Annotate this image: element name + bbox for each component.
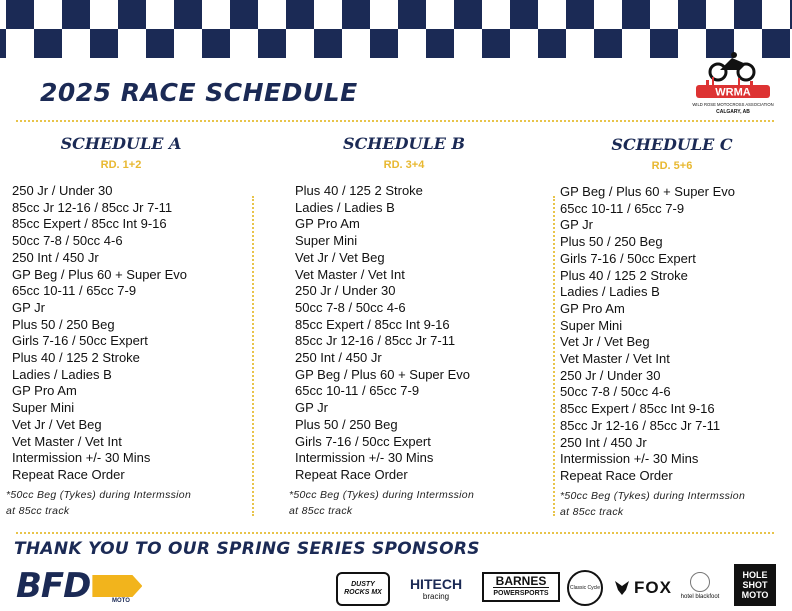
race-item: Repeat Race Order [560, 467, 673, 483]
hitech-wordmark: HITECH [409, 575, 463, 592]
classic-cycle-logo [567, 570, 603, 606]
divider-right [553, 196, 555, 516]
race-item: Girls 7-16 / 50cc Expert [295, 433, 431, 449]
holeshot-text: HOLE SHOT MOTO [741, 570, 769, 600]
race-item: 85cc Jr 12-16 / 85cc Jr 7-11 [12, 199, 173, 215]
checker-square [6, 0, 34, 29]
divider-bottom [16, 532, 774, 534]
checker-square [566, 0, 594, 29]
race-item: Girls 7-16 / 50cc Expert [560, 250, 696, 266]
race-item: Ladies / Ladies B [560, 284, 660, 300]
checker-square [370, 29, 398, 58]
checker-square [146, 29, 174, 58]
note-line: at 85cc track [560, 505, 624, 518]
barnes-powersports-logo [482, 572, 560, 602]
barnes-sub: POWERSPORTS [493, 587, 548, 600]
divider-top [16, 120, 774, 122]
checker-square [0, 29, 6, 58]
schedule-c-race-list [556, 184, 788, 485]
holeshot-moto-logo [734, 564, 776, 606]
logo-city: CALGARY, AB [716, 109, 750, 115]
race-item: GP Pro Am [295, 216, 360, 232]
schedule-b-note [289, 487, 529, 519]
race-item: 85cc Jr 12-16 / 85cc Jr 7-11 [295, 333, 456, 349]
fox-head-icon [614, 580, 630, 596]
checker-square [538, 29, 566, 58]
checker-square [734, 0, 762, 29]
race-item: Super Mini [12, 400, 75, 416]
checker-square [230, 0, 258, 29]
schedule-c-note [556, 488, 788, 520]
race-item: 250 Int / 450 Jr [295, 350, 382, 366]
race-item: 65cc 10-11 / 65cc 7-9 [12, 283, 137, 299]
checker-square [342, 0, 370, 29]
race-item: GP Jr [560, 217, 593, 233]
race-item: Ladies / Ladies B [295, 199, 395, 215]
race-item: 65cc 10-11 / 65cc 7-9 [295, 383, 420, 399]
race-item: Plus 40 / 125 2 Stroke [560, 267, 688, 283]
schedule-a-rounds: RD. 1+2 [100, 159, 142, 171]
divider-left [252, 196, 254, 516]
race-item: Vet Jr / Vet Beg [12, 416, 102, 432]
arrow-icon [92, 575, 142, 597]
note-line: *50cc Beg (Tykes) during Intermssion [6, 488, 192, 501]
note-line: at 85cc track [6, 504, 70, 517]
checker-square [258, 29, 286, 58]
checker-square [650, 29, 678, 58]
hitech-bracing-logo [396, 570, 476, 606]
race-item: Super Mini [560, 317, 623, 333]
race-item: 85cc Jr 12-16 / 85cc Jr 7-11 [560, 417, 721, 433]
checker-square [510, 0, 538, 29]
checker-square [286, 0, 314, 29]
race-item: Intermission +/- 30 Mins [12, 450, 151, 466]
checker-square [426, 29, 454, 58]
sponsors-heading: THANK YOU TO OUR SPRING SERIES SPONSORS [14, 539, 480, 559]
checker-square [314, 29, 342, 58]
race-item: 250 Int / 450 Jr [12, 249, 99, 265]
race-item: GP Beg / Plus 60 + Super Evo [560, 184, 736, 199]
race-item: Vet Master / Vet Int [12, 433, 122, 449]
schedule-c [556, 135, 788, 520]
classic-cycle-text: Classic Cycle [569, 585, 600, 591]
race-item: Plus 40 / 125 2 Stroke [12, 350, 140, 366]
page-title: 2025 RACE SCHEDULE [40, 78, 358, 107]
race-item: 65cc 10-11 / 65cc 7-9 [560, 200, 685, 216]
race-item: Plus 50 / 250 Beg [295, 416, 398, 432]
race-item: Girls 7-16 / 50cc Expert [12, 333, 148, 349]
checker-square [678, 0, 706, 29]
schedule-b-rounds: RD. 3+4 [383, 159, 425, 171]
race-item: Vet Master / Vet Int [560, 351, 670, 367]
race-item: 250 Jr / Under 30 [12, 183, 113, 198]
checker-square [174, 0, 202, 29]
checker-square [202, 29, 230, 58]
race-item: 85cc Expert / 85cc Int 9-16 [12, 216, 167, 232]
checker-square [398, 0, 426, 29]
checkered-flag-banner [0, 0, 792, 60]
race-item: Vet Jr / Vet Beg [560, 334, 650, 350]
logo-subtitle: WILD ROSE MOTOCROSS ASSOCIATION [692, 102, 774, 107]
schedule-c-heading: SCHEDULE C [611, 135, 733, 154]
race-item: Ladies / Ladies B [12, 366, 112, 382]
dusty-rocks-text: DUSTY ROCKS MX [344, 581, 382, 596]
schedule-b-race-list [289, 183, 529, 484]
hotel-emblem-icon [690, 572, 710, 592]
race-item: 250 Jr / Under 30 [560, 367, 661, 383]
note-line: at 85cc track [289, 504, 353, 517]
race-item: Intermission +/- 30 Mins [560, 451, 699, 467]
schedule-b-heading: SCHEDULE B [343, 134, 465, 153]
race-item: GP Beg / Plus 60 + Super Evo [12, 266, 188, 282]
race-item: Intermission +/- 30 Mins [295, 450, 434, 466]
schedule-a-heading: SCHEDULE A [60, 134, 182, 153]
note-line: *50cc Beg (Tykes) during Intermssion [560, 489, 746, 502]
race-item: Repeat Race Order [295, 466, 408, 482]
hitech-sub: bracing [422, 591, 450, 601]
barnes-wordmark: BARNES [495, 573, 547, 588]
race-item: GP Beg / Plus 60 + Super Evo [295, 366, 471, 382]
race-item: Plus 40 / 125 2 Stroke [295, 183, 423, 198]
race-item: GP Pro Am [560, 300, 625, 316]
race-item: GP Jr [295, 400, 328, 416]
race-item: GP Jr [12, 299, 45, 315]
dusty-rocks-logo [336, 572, 390, 606]
checker-square [622, 0, 650, 29]
checker-square [594, 29, 622, 58]
bfd-sub: MOTO [112, 598, 130, 604]
race-item: Plus 50 / 250 Beg [12, 316, 115, 332]
hotel-text: hotel blackfoot [680, 594, 720, 600]
race-item: Super Mini [295, 233, 358, 249]
schedule-a-race-list [6, 183, 236, 484]
schedule-c-rounds: RD. 5+6 [651, 160, 693, 172]
fox-wordmark: FOX [634, 578, 672, 597]
bfd-wordmark: BFD [16, 566, 91, 606]
race-item: Vet Jr / Vet Beg [295, 249, 385, 265]
race-item: 50cc 7-8 / 50cc 4-6 [295, 299, 406, 315]
fox-logo [612, 576, 674, 600]
race-item: GP Pro Am [12, 383, 77, 399]
checker-square [118, 0, 146, 29]
note-line: *50cc Beg (Tykes) during Intermssion [289, 488, 475, 501]
race-item: 50cc 7-8 / 50cc 4-6 [560, 384, 671, 400]
race-item: 85cc Expert / 85cc Int 9-16 [295, 316, 450, 332]
checker-square [90, 29, 118, 58]
race-item: Vet Master / Vet Int [295, 266, 405, 282]
race-item: Plus 50 / 250 Beg [560, 234, 663, 250]
race-item: 250 Jr / Under 30 [295, 283, 396, 299]
race-item: 250 Int / 450 Jr [560, 434, 647, 450]
checker-square [482, 29, 510, 58]
schedule-a-note [6, 487, 236, 519]
checker-square [34, 29, 62, 58]
hotel-blackfoot-logo [680, 566, 720, 606]
bfd-moto-logo [16, 566, 154, 606]
schedule-a [6, 134, 236, 519]
checker-square [62, 0, 90, 29]
race-item: Repeat Race Order [12, 466, 125, 482]
race-item: 50cc 7-8 / 50cc 4-6 [12, 233, 123, 249]
logo-wordmark: WRMA [715, 86, 751, 99]
race-item: 85cc Expert / 85cc Int 9-16 [560, 401, 715, 417]
checker-square [454, 0, 482, 29]
schedule-b [289, 134, 529, 519]
wrma-logo [690, 50, 776, 116]
